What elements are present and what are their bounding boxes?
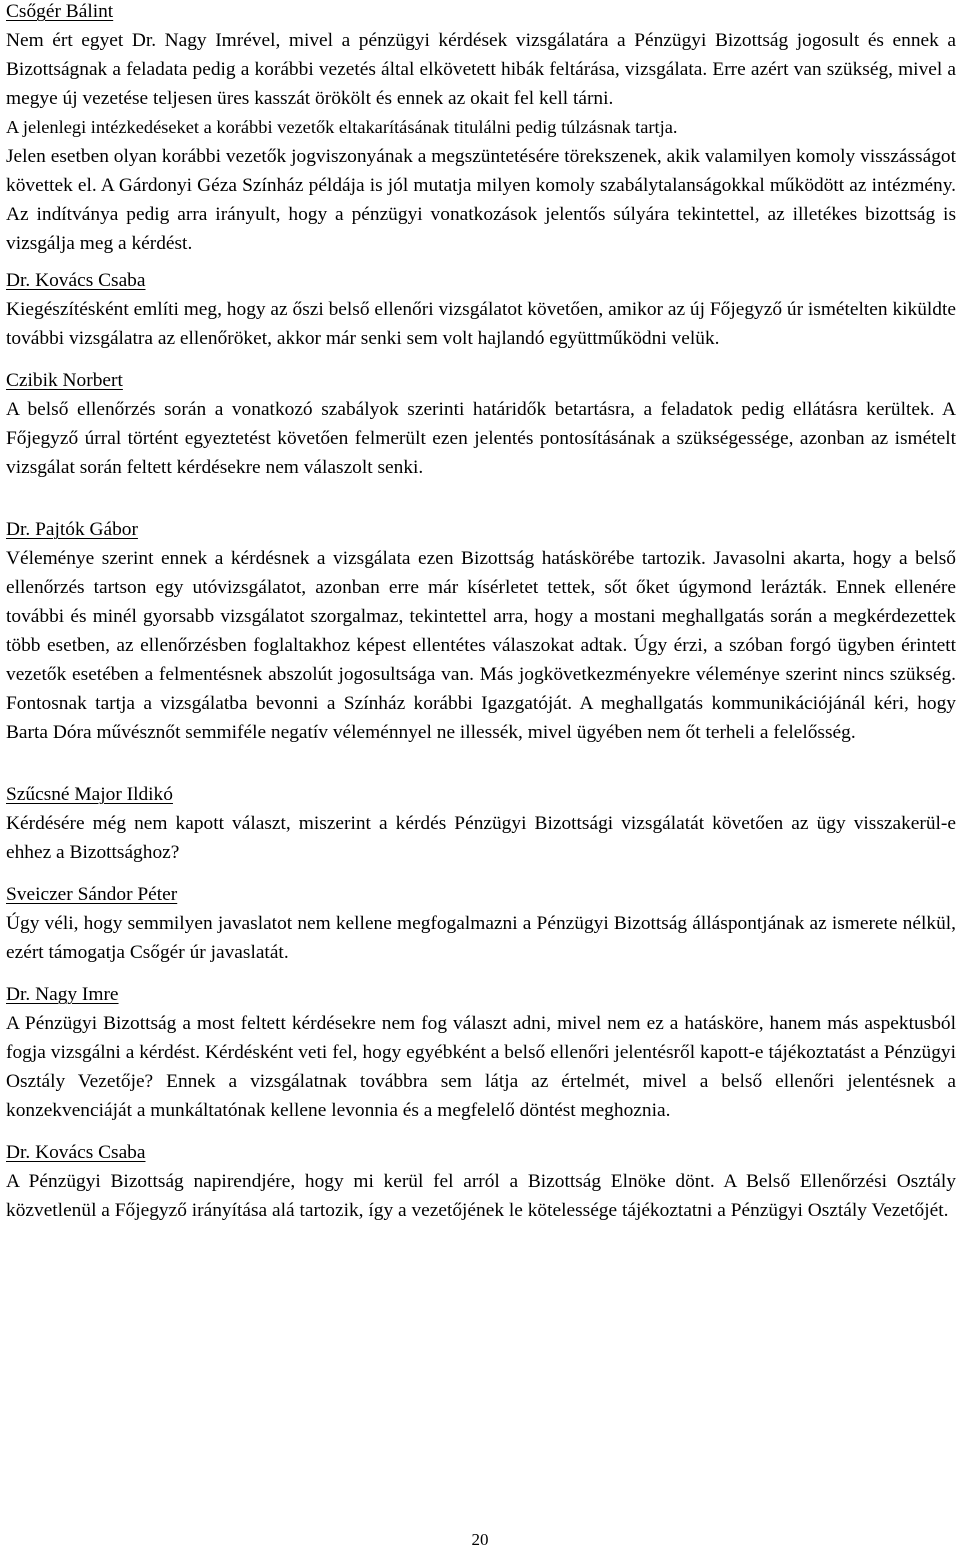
statement-block xyxy=(6,780,956,867)
speaker-name: Czibik Norbert xyxy=(6,370,123,391)
statement-block xyxy=(6,515,956,747)
statement-paragraph: A belső ellenőrzés során a vonatkozó szabályok szerinti határidők betartásra, a feladatok pedig ellátásra kerültek. A Főjegyző úrral történt egyeztetést követően felmerült ezen jelentés pontosításának a szükségessége, azonban az ismételt vizsgálat során feltett kérdésekre nem válaszolt senki. xyxy=(6,399,956,478)
statement-paragraph: Úgy véli, hogy semmilyen javaslatot nem kellene megfogalmazni a Pénzügyi Bizottság álláspontjának az ismerete nélkül, ezért támogatja Csőgér úr javaslatát. xyxy=(6,913,956,963)
statement-paragraph: A Pénzügyi Bizottság a most feltett kérdésekre nem fog választ adni, mivel nem ez a hatásköre, hanem más aspektusból fogja vizsgálni a kérdést. Kérdésként veti fel, hogy egyébként a belső ellenőri jelentésről kapott-e tájékoztatást a Pénzügyi Osztály Vezetője? Ennek a vizsgálatnak továbbra sem látja az értelmét, mivel a belső ellenőri jelentésnek a konzekvenciáját a munkáltatónak kellene levonnia és a megfelelő döntést meghoznia. xyxy=(6,1013,956,1121)
statement-block xyxy=(6,880,956,967)
document-page xyxy=(6,0,956,1225)
statement-block xyxy=(6,980,956,1125)
statement-block xyxy=(6,0,956,258)
statement-block xyxy=(6,366,956,482)
statement-paragraph: Nem ért egyet Dr. Nagy Imrével, mivel a pénzügyi kérdések vizsgálatára a Pénzügyi Bizottság jogosult és ennek a Bizottságnak a feladata pedig a korábbi vezetés által elkövetett hibák feltárása, vizsgálata. Erre azért van szükség, mivel a megye új vezetése teljesen üres kasszát örökölt és ennek az okait fel kell tárni. xyxy=(6,30,956,109)
speaker-name: Dr. Nagy Imre xyxy=(6,984,119,1005)
speaker-name: Dr. Kovács Csaba xyxy=(6,270,146,291)
speaker-name: Sveiczer Sándor Péter xyxy=(6,884,178,905)
speaker-name: Dr. Kovács Csaba xyxy=(6,1142,146,1163)
statement-block xyxy=(6,1138,956,1225)
statement-paragraph: A jelenlegi intézkedéseket a korábbi vezetők eltakarításának titulálni pedig túlzásnak tartja. xyxy=(6,117,678,137)
statement-paragraph: Kérdésére még nem kapott választ, miszerint a kérdés Pénzügyi Bizottsági vizsgálatát követően az ügy visszakerül-e ehhez a Bizottsághoz? xyxy=(6,813,956,863)
speaker-name: Dr. Pajtók Gábor xyxy=(6,519,138,540)
statement-block xyxy=(6,266,956,353)
statement-paragraph: Jelen esetben olyan korábbi vezetők jogviszonyának a megszüntetésére törekszenek, akik valamilyen komoly visszásságot követtek el. A Gárdonyi Géza Színház példája is jól mutatja milyen komoly szabálytalanságokkal működött az intézmény. Az indítványa pedig arra irányult, hogy a pénzügyi vonatkozások jelentős súlyára tekintettel, az illetékes bizottság is vizsgálja meg a kérdést. xyxy=(6,146,956,254)
speaker-name: Csőgér Bálint xyxy=(6,1,114,22)
statement-paragraph: Kiegészítésként említi meg, hogy az őszi belső ellenőri vizsgálatot követően, amikor az új Főjegyző úr ismételten kiküldte további vizsgálatra az ellenőröket, akkor már senki sem volt hajlandó együttműködni velük. xyxy=(6,299,956,349)
page-number: 20 xyxy=(471,1530,489,1549)
speaker-name: Szűcsné Major Ildikó xyxy=(6,784,173,805)
statement-paragraph: A Pénzügyi Bizottság napirendjére, hogy mi kerül fel arról a Bizottság Elnöke dönt. A Belső Ellenőrzési Osztály közvetlenül a Főjegyző irányítása alá tartozik, így a vezetőjének le kötelessége tájékoztatni a Pénzügyi Osztály Vezetőjét. xyxy=(6,1171,956,1221)
statement-paragraph: Véleménye szerint ennek a kérdésnek a vizsgálata ezen Bizottság hatáskörébe tartozik. Javasolni akarta, hogy a belső ellenőrzés tartson egy utóvizsgálatot, azonban erre már kísérletet tettek, sőt őket úgymond lerázták. Ennek ellenére további és minél gyorsabb vizsgálatot szorgalmaz, tekintettel arra, hogy a mostani meghallgatás során a megkérdezettek több esetben, az ellenőrzésben foglaltakhoz képest ellentétes válaszokat adtak. Úgy érzi, a szóban forgó ügyben érintett vezetők esetében a felmentésnek abszolút jogosultsága van. Más jogkövetkezményekre véleménye szerint nincs szükség. Fontosnak tartja a vizsgálatba bevonni a Színház korábbi Igazgatóját. A meghallgatás kommunikációjánál kéri, hogy Barta Dóra művésznőt semmiféle negatív véleménnyel ne illessék, mivel ügyében nem őt terheli a felelősség. xyxy=(6,548,956,743)
